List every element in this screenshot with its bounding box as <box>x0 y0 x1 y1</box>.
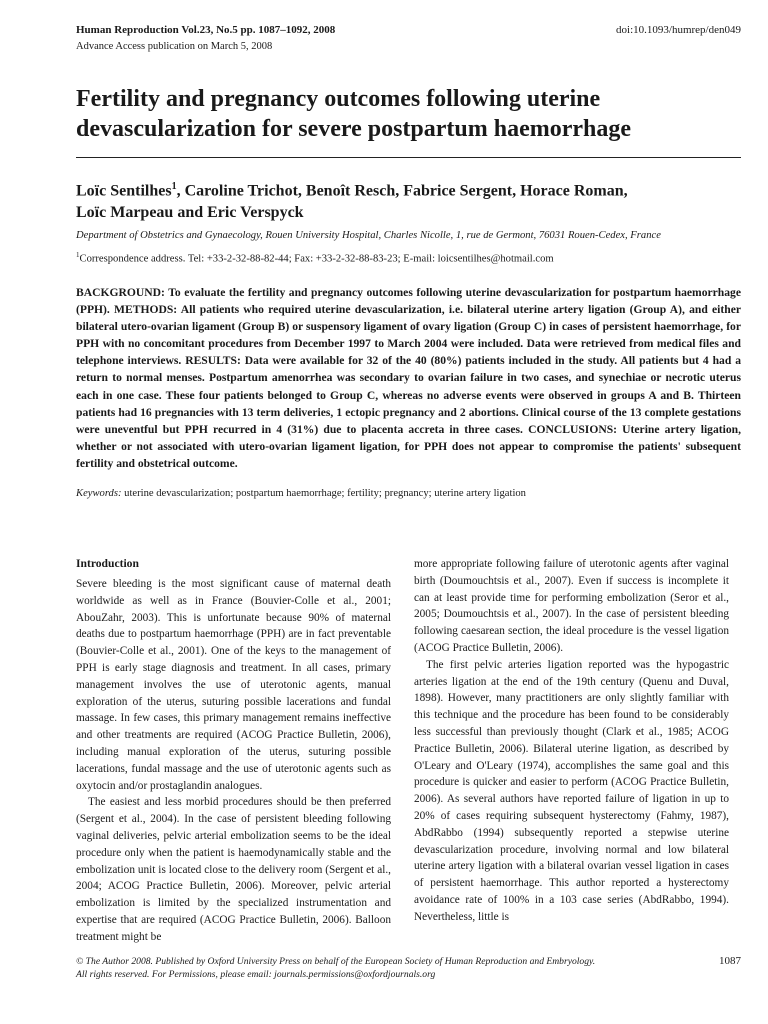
body-column-left <box>76 556 391 946</box>
correspondence-mark: 1 <box>76 251 80 259</box>
keywords-label: Keywords: <box>76 488 122 499</box>
correspondence <box>76 251 756 265</box>
title-divider <box>76 157 741 158</box>
body-paragraph: more appropriate following failure of uterotonic agents after vaginal birth (Doumouchtsis et al., 2007). Even if success is incomplete it can at least provide time for performing embolization (Seror et al., 2005; Doumouchtsis et al., 2007). In the case of persistent bleeding following caesarean section, the ideal procedure is the vessel ligation (ACOG Practice Bulletin, 2006). <box>414 558 729 654</box>
keywords-text: uterine devascularization; postpartum haemorrhage; fertility; pregnancy; uterine artery ligation <box>121 488 526 499</box>
correspondence-text: Correspondence address. Tel: +33-2-32-88-82-44; Fax: +33-2-32-88-83-23; E-mail: loicsentilhes@hotmail.com <box>79 253 554 265</box>
affiliation: Department of Obstetrics and Gynaecology, Rouen University Hospital, Charles Nicolle, 1, rue de Germont, 76031 Rouen-Cedex, France <box>76 230 661 241</box>
body-paragraph: The easiest and less morbid procedures should be then preferred (Sergent et al., 2004). In the case of persistent bleeding following vaginal deliveries, pelvic arterial embolization seems to be the ideal procedure only when the patient is haemodynamically stable and the embolization unit is located close to the delivery room (Sergent et al., 2004; ACOG Practice Bulletin, 2006). Moreover, pelvic arterial embolization is limited by the specialized instrumentation and expertise that are required (ACOG Practice Bulletin, 2006). Balloon treatment might be <box>76 796 391 943</box>
abstract: BACKGROUND: To evaluate the fertility and pregnancy outcomes following uterine devascularization for postpartum haemorrhage (PPH). METHODS: All patients who required uterine devascularization, i.e. bilateral uterine artery ligation (Group A), and either bilateral utero-ovarian ligament (Group B) or suspensory ligament of ovary ligation (Group C) in cases of persistent haemorrhage, for PPH with no concomitant procedures from December 1997 to March 2004 were included. Data were retrieved from medical files and telephone interviews. RESULTS: Data were available for 32 of the 40 (80%) patients included in the study. All patients but 4 had a return to normal menses. Postpartum amenorrhea was secondary to ovarian failure in two cases, and synechiae or necrotic uterus each in one case. These four patients belonged to Group C, whereas no adverse events were observed in groups A and B. Thirteen patients had 16 pregnancies with 13 term deliveries, 1 ectopic pregnancy and 2 abortions. Clinical course of the 13 complete gestations were uneventful but PPH recurred in 4 (31%) due to placenta accreta in three cases. CONCLUSIONS: Uterine artery ligation, whether or not associated with utero-ovarian ligament ligation, for PPH does not appear to compromise the patients' subsequent fertility and obstetrical outcome. <box>76 286 741 470</box>
journal-citation: Human Reproduction Vol.23, No.5 pp. 1087–1092, 2008 <box>76 24 336 36</box>
section-heading-introduction: Introduction <box>76 557 139 570</box>
keywords <box>76 488 756 499</box>
author-list-line2: Loïc Marpeau and Eric Verspyck <box>76 204 304 222</box>
body-paragraph: Severe bleeding is the most significant cause of maternal death worldwide as well as in France (Bouvier-Colle et al., 2001; AbouZahr, 2003). This is unfortunate because 90% of maternal deaths due to postpartum haemorrhage (PPH) are in fact preventable (Bouvier-Colle et al., 2001). One of the keys to the management of PPH is early stage diagnosis and treatment. In all cases, primary management involves the use of uterotonic agents, manual exploration of the uterus, suturing possible lacerations and fundal massage. In few cases, this primary management remains ineffective and other treatments are required (ACOG Practice Bulletin, 2006), including manual exploration of the uterus, suturing possible lacerations, fundal massage and the use of uterotonic agents such as oxytocin and/or prostaglandin analogues. <box>76 578 391 792</box>
permissions-line: All rights reserved. For Permissions, please email: journals.permissions@oxfordjournals.org <box>76 969 436 980</box>
corresponding-author: Loïc Sentilhes <box>76 182 172 200</box>
body-column-right <box>414 556 729 926</box>
doi-link[interactable]: doi:10.1093/humrep/den049 <box>616 24 741 36</box>
author-list <box>76 176 756 224</box>
advance-access-note: Advance Access publication on March 5, 2008 <box>76 41 273 52</box>
author-list-line1: , Caroline Trichot, Benoît Resch, Fabrice Sergent, Horace Roman, <box>176 182 628 200</box>
body-paragraph: The first pelvic arteries ligation reported was the hypogastric arteries ligation at the end of the 19th century (Quenu and Duval, 1898). However, many practitioners are only slightly familiar with this technique and the procedure has been found to be considerably less successful than previously thought (Clark et al., 1985; ACOG Practice Bulletin, 2006). Bilateral uterine ligation, as described by O'Leary and O'Leary (1974), accomplishes the same goal and this procedure is quicker and easier to perform (ACOG Practice Bulletin, 2006). As several authors have reported failure of ligation in up to 20% of cases requiring subsequent hysterectomy (Fahmy, 1987), AbdRabbo (1994) subsequently reported a stepwise uterine devascularization procedure, involving normal and low bilateral uterine artery ligation with a bilateral ovarian vessel ligation in cases of persistent haemorrhage. This author reported a hysterectomy avoidance rate of 100% in a 103 case series (AbdRabbo, 1994). Nevertheless, little is <box>414 658 729 923</box>
article-title: Fertility and pregnancy outcomes following uterine devascularization for severe postpartum haemorrhage <box>76 86 632 142</box>
copyright-line: © The Author 2008. Published by Oxford University Press on behalf of the European Society of Human Reproduction and Embryology. <box>76 956 596 967</box>
copyright-footer <box>76 955 676 981</box>
page-number: 1087 <box>719 955 741 967</box>
author-footnote-mark: 1 <box>171 181 177 192</box>
